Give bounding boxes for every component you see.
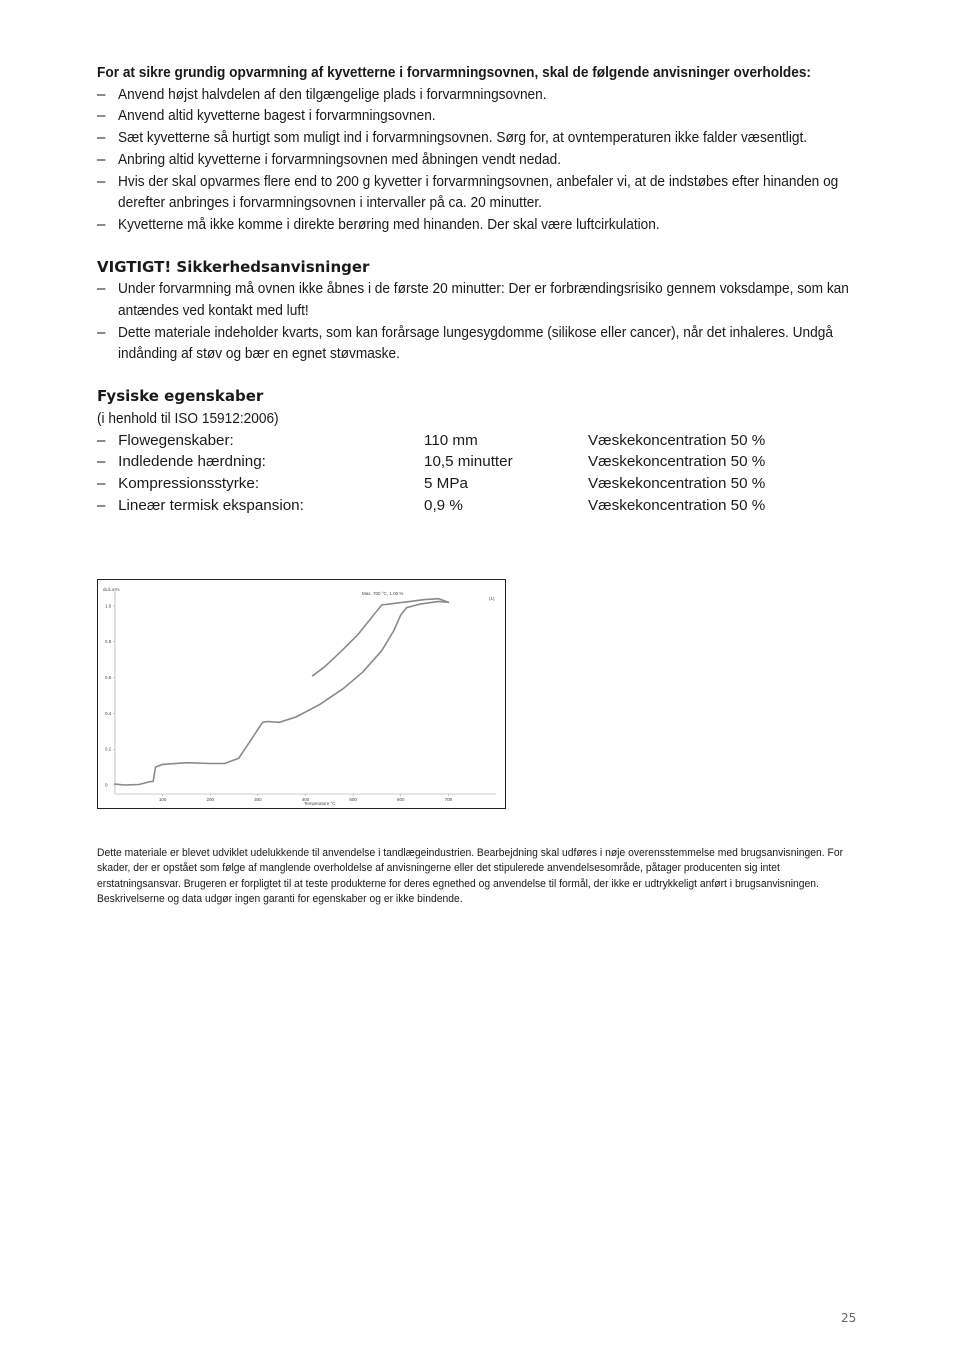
disclaimer: Dette materiale er blevet udviklet udelukkende til anvendelse i tandlægeindustrien. Bearbejdning skal udføres i nøje overensstemmelse med brugsanvisningen. For skader, der er opstået som følge af manglende overholdelse af anvisningerne eller det stipulerede anvendelsesområde, påtager producenten sig intet erstatningsansvar. Brugeren er forpligtet til at teste produkterne for deres egnethed og anvendelse til formål, der ikke er udtrykkeligt anført i brugsanvisningen. Beskrivelserne og data udgør ingen garanti for egenskaber og er ikke bindende. <box>97 847 844 906</box>
list-item: – Hvis der skal opvarmes flere end to 200 g kyvetter i forvarmningsovnen, anbefaler vi, at de indstøbes efter hinanden og derefter anbringes i forvarmningsovnen i intervaller på ca. 20 minutter. <box>97 171 862 214</box>
property-value: 10,5 minutter <box>424 453 513 471</box>
property-value: 110 mm <box>424 431 478 449</box>
x-tick-label: 300 <box>254 797 262 802</box>
property-name: – Flowegenskaber: <box>97 431 234 449</box>
x-tick-label: 600 <box>396 797 405 802</box>
table-row <box>97 451 862 473</box>
y-axis-label: dL/Lo % <box>103 587 120 592</box>
property-condition: Væskekoncentration 50 % <box>588 431 766 449</box>
y-tick-label: 0.4 <box>105 710 112 716</box>
list-item: – Kyvetterne må ikke komme i direkte berøring med hinanden. Der skal være luftcirkulation. <box>97 214 862 236</box>
property-condition: Væskekoncentration 50 % <box>588 453 766 471</box>
table-row <box>97 495 862 517</box>
physical-heading: Fysiske egenskaber <box>97 387 264 406</box>
x-tick-label: 500 <box>349 797 357 802</box>
property-name: – Indledende hærdning: <box>97 453 266 471</box>
properties-table <box>97 430 862 517</box>
list-item: – Dette materiale indeholder kvarts, som kan forårsage lungesygdomme (silikose eller cancer), når det inhaleres. Undgå indånding af støv og bær en egnet støvmaske. <box>97 322 862 365</box>
list-item: – Anvend højst halvdelen af den tilgængelige plads i forvarmningsovnen. <box>97 84 862 106</box>
safety-list <box>97 278 862 365</box>
property-name: – Lineær termisk ekspansion: <box>97 496 304 514</box>
y-tick-label: 0.6 <box>105 675 112 681</box>
property-condition: Væskekoncentration 50 % <box>588 474 766 492</box>
property-condition: Væskekoncentration 50 % <box>588 496 766 514</box>
curve-end-marker: (1) <box>489 596 495 601</box>
property-name: – Kompressionsstyrke: <box>97 474 260 492</box>
property-value: 5 MPa <box>424 474 468 492</box>
table-row <box>97 473 862 495</box>
legend-note: Max. 700 °C, 1.00 % <box>362 591 404 596</box>
x-tick-label: 400 <box>301 797 310 802</box>
physical-subheading: (i henhold til ISO 15912:2006) <box>97 409 279 427</box>
y-tick-label: 0 <box>105 782 108 788</box>
expansion-chart <box>97 579 506 809</box>
expansion-chart-svg <box>98 580 505 808</box>
page-number: 25 <box>841 1311 857 1325</box>
table-row <box>97 430 862 452</box>
series-line-heating <box>115 601 448 785</box>
list-item: – Sæt kyvetterne så hurtigt som muligt ind i forvarmningsovnen. Sørg for, at ovntemperaturen ikke falder væsentligt. <box>97 127 862 149</box>
list-item: – Anvend altid kyvetterne bagest i forvarmningsovnen. <box>97 105 862 127</box>
series-line-cooling <box>313 599 449 676</box>
y-tick-label: 0.2 <box>105 746 112 752</box>
list-item: – Anbring altid kyvetterne i forvarmningsovnen med åbningen vendt nedad. <box>97 149 862 171</box>
x-tick-label: 700 <box>444 797 453 802</box>
y-tick-label: 0.8 <box>105 639 112 645</box>
list-item: – Under forvarmning må ovnen ikke åbnes i de første 20 minutter: Der er forbrændingsrisiko gennem voksdampe, som kan antændes ved kontakt med luft! <box>97 278 862 321</box>
safety-heading: VIGTIGT! Sikkerhedsanvisninger <box>97 257 370 276</box>
page-content <box>97 62 862 516</box>
x-tick-label: 100 <box>158 797 167 802</box>
intro-list <box>97 84 862 236</box>
x-axis-label: Temperature °C <box>304 801 336 806</box>
y-tick-label: 1.0 <box>105 603 112 609</box>
x-tick-label: 200 <box>206 797 215 802</box>
intro-heading: For at sikre grundig opvarmning af kyvetterne i forvarmningsovnen, skal de følgende anvisninger overholdes: <box>97 64 811 81</box>
property-value: 0,9 % <box>424 496 463 514</box>
